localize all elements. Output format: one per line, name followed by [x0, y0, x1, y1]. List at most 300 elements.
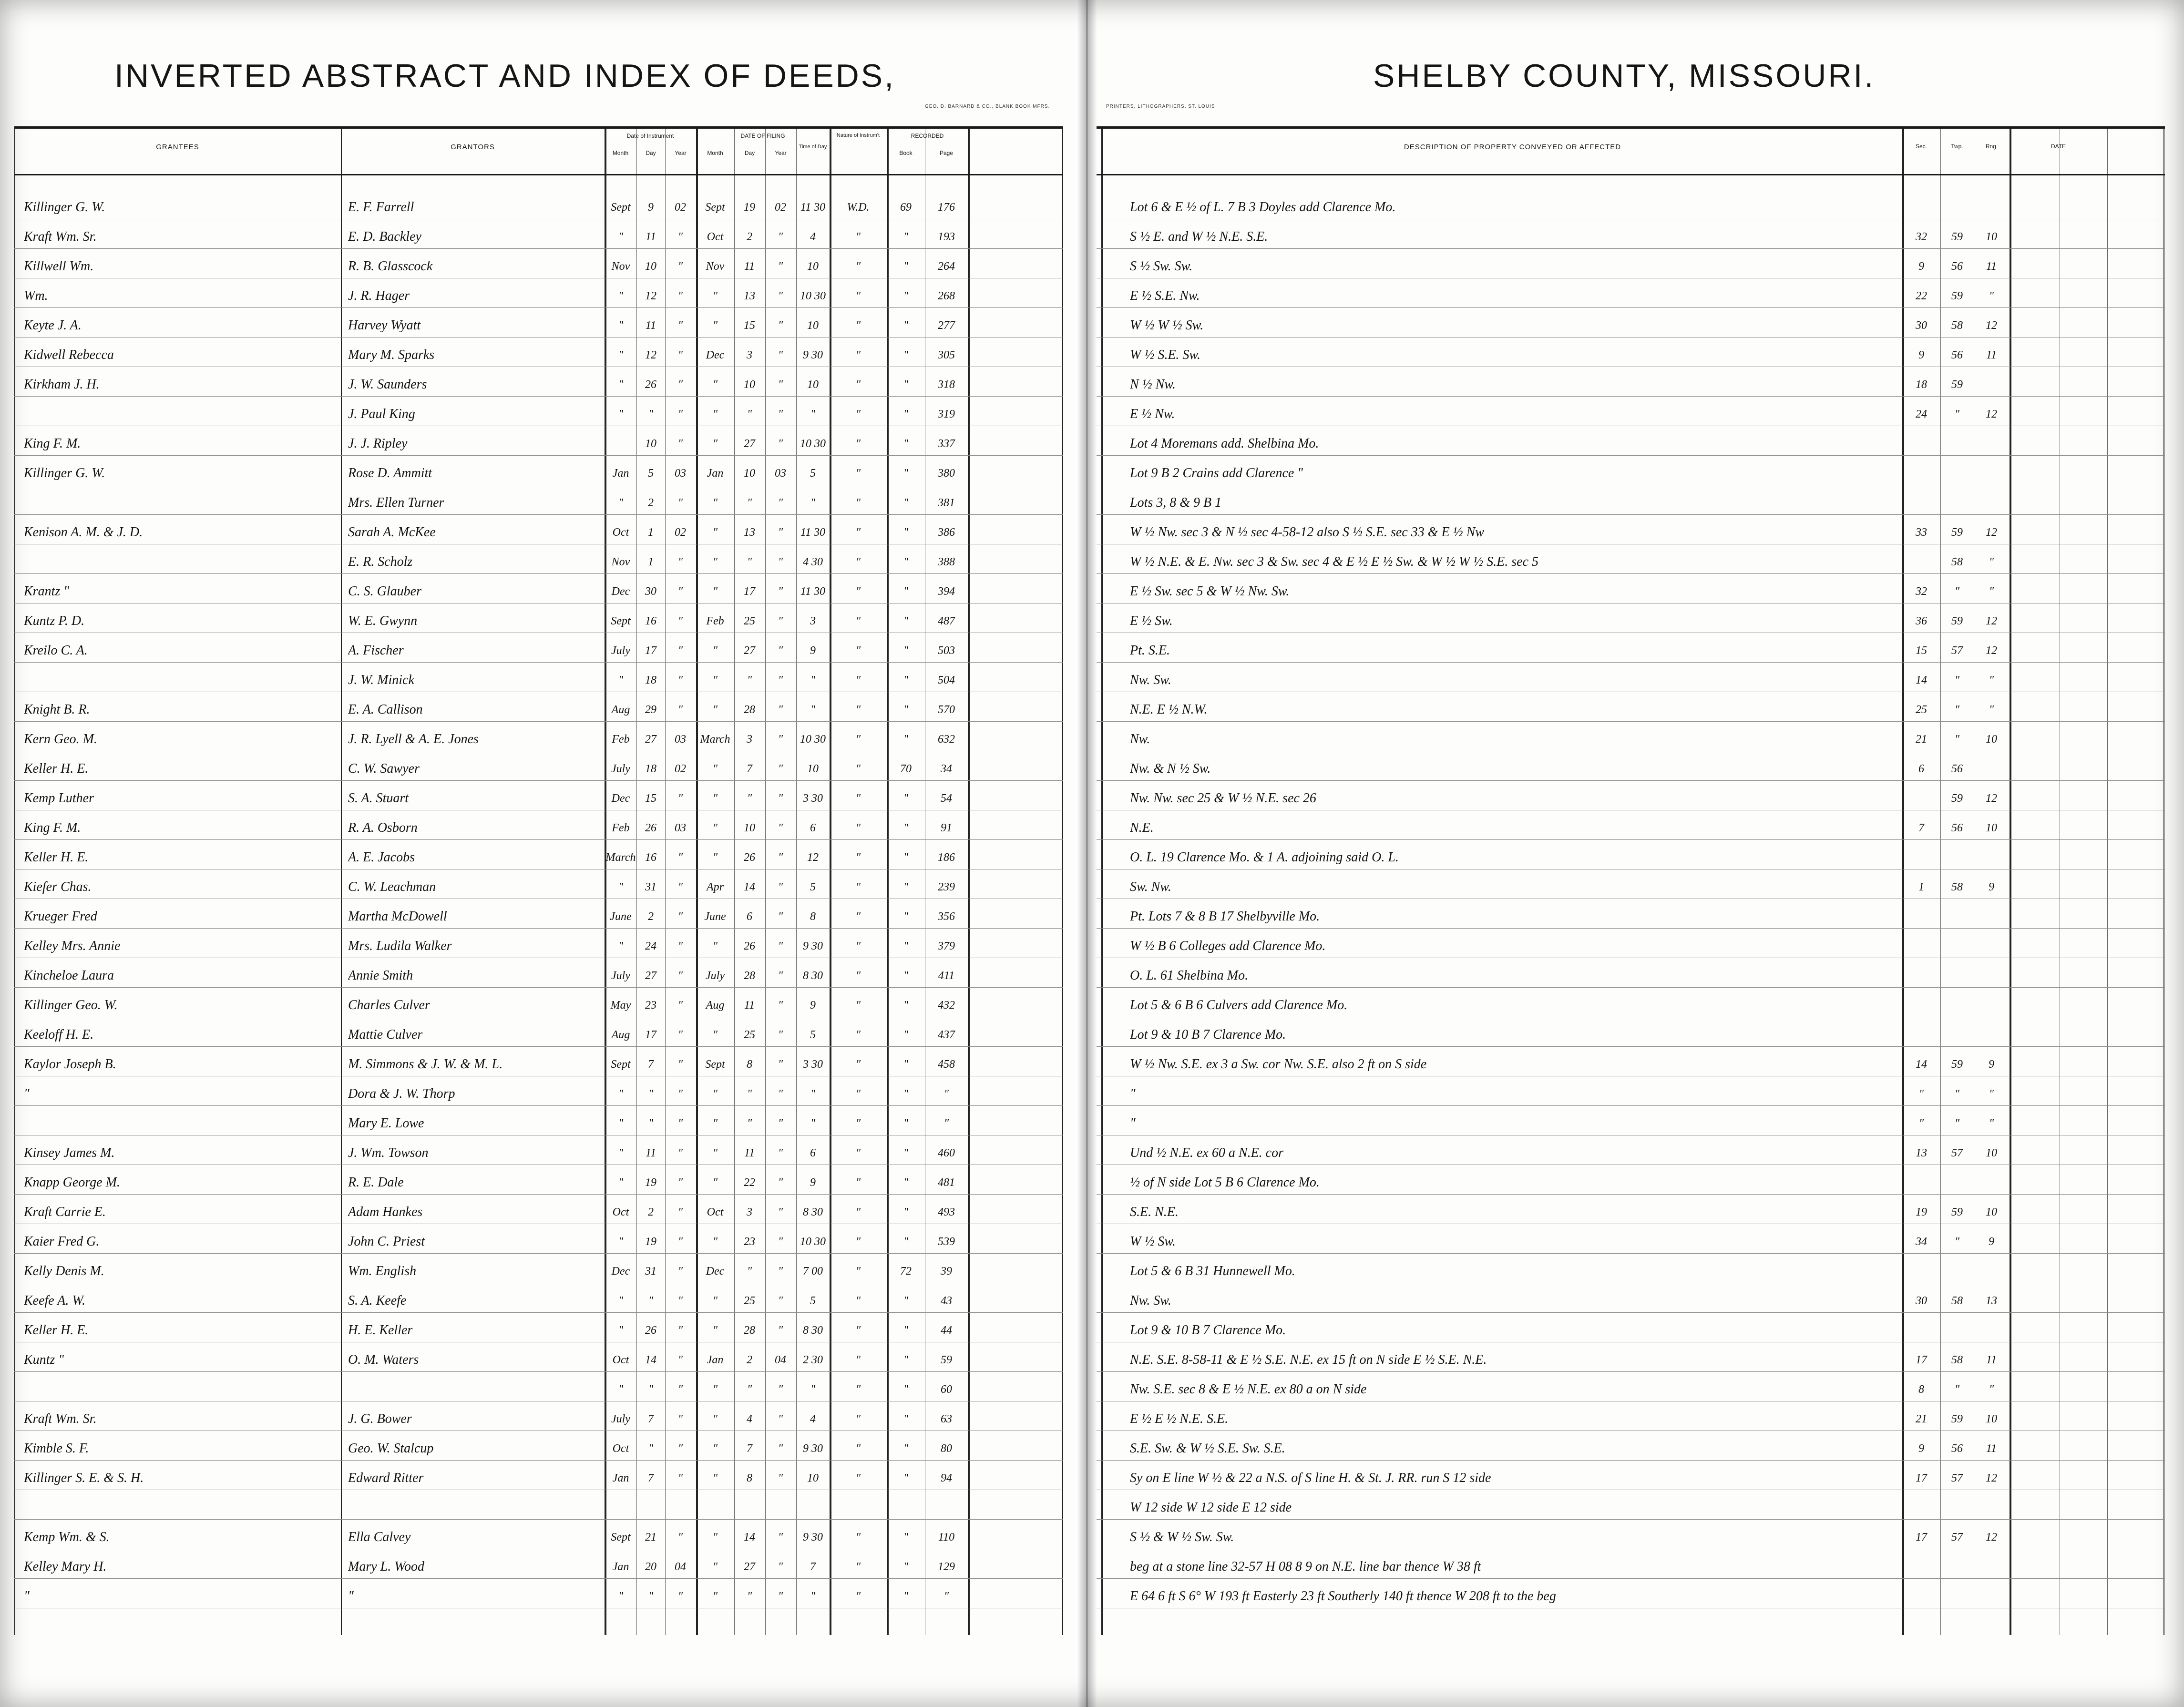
- file-year-cell: ": [778, 1176, 783, 1189]
- grantee-cell: King F. M.: [24, 436, 81, 451]
- rng-cell: [1975, 848, 2008, 867]
- row-rule: [1097, 307, 2165, 308]
- book-cell: ": [903, 1088, 909, 1100]
- file-day-cell: 22: [744, 1176, 755, 1189]
- file-day-cell: 27: [744, 644, 755, 657]
- file-year-cell: ": [778, 1442, 783, 1455]
- inst-month-cell: ": [618, 940, 624, 952]
- file-year-cell: ": [778, 940, 783, 952]
- sec-cell: 19: [1916, 1206, 1927, 1218]
- sec-cell: 17: [1916, 1354, 1927, 1366]
- time-cell: 8: [810, 910, 816, 923]
- rule: [734, 129, 735, 1635]
- page-cell: 94: [941, 1472, 952, 1484]
- page-cell: 318: [938, 378, 955, 391]
- page-cell: 570: [938, 704, 955, 716]
- inst-day-cell: 19: [645, 1236, 656, 1248]
- grantor-cell: A. E. Jacobs: [348, 850, 415, 865]
- rng-cell: 10: [1986, 1413, 1997, 1425]
- description-cell: W ½ W ½ Sw.: [1130, 318, 1204, 333]
- inst-day-cell: 16: [645, 615, 656, 627]
- file-day-cell: 8: [747, 1058, 752, 1071]
- description-cell: Lot 6 & E ½ of L. 7 B 3 Doyles add Clarence Mo.: [1130, 200, 1396, 215]
- grantor-cell: Mattie Culver: [348, 1027, 423, 1042]
- inst-month-cell: ": [618, 881, 624, 893]
- row-rule: [1097, 1519, 2165, 1520]
- nature-cell: ": [855, 881, 861, 893]
- sec-cell: 21: [1916, 1413, 1927, 1425]
- time-cell: 9: [810, 999, 816, 1012]
- twp-cell: 59: [1951, 231, 1963, 243]
- nature-cell: ": [855, 1117, 861, 1130]
- book-cell: ": [903, 999, 909, 1012]
- rng-cell: 9: [1989, 881, 1994, 893]
- twp-cell: 56: [1951, 763, 1963, 775]
- sec-cell: [1903, 464, 1939, 483]
- inst-year-cell: ": [677, 1413, 683, 1425]
- book-cell: ": [903, 1058, 909, 1071]
- page-cell: 43: [941, 1295, 952, 1307]
- inst-year-cell: ": [677, 349, 683, 361]
- inst-year-cell: 04: [675, 1561, 686, 1573]
- file-year-cell: ": [778, 1117, 783, 1130]
- nature-header: Nature of Instrum't: [836, 133, 880, 138]
- date-of-filing-header: DATE OF FILING: [740, 133, 785, 139]
- inst-day-cell: ": [648, 1295, 654, 1307]
- book-cell: ": [903, 1029, 909, 1041]
- file-day-cell: 7: [747, 1442, 752, 1455]
- sec-cell: [1903, 434, 1939, 453]
- row-rule: [1097, 455, 2165, 456]
- file-month-cell: ": [712, 763, 718, 775]
- grantee-cell: Kiefer Chas.: [24, 879, 92, 894]
- inst-day-cell: 17: [645, 644, 656, 657]
- twp-cell: 57: [1951, 1147, 1963, 1159]
- page-cell: 110: [938, 1531, 955, 1543]
- rng-header: Rng.: [1985, 143, 1998, 150]
- nature-cell: ": [855, 231, 861, 243]
- inst-year-cell: 02: [675, 526, 686, 539]
- page-cell: 193: [938, 231, 955, 243]
- time-cell: 10: [807, 378, 819, 391]
- description-cell: E ½ Sw. sec 5 & W ½ Nw. Sw.: [1130, 584, 1290, 599]
- sec-cell: 15: [1916, 644, 1927, 657]
- grantor-cell: E. D. Backley: [348, 229, 421, 244]
- sec-cell: 34: [1916, 1236, 1927, 1248]
- sec-cell: 24: [1916, 408, 1927, 420]
- inst-month-cell: Dec: [611, 792, 630, 805]
- sec-cell: 14: [1916, 674, 1927, 686]
- description-cell: Lot 5 & 6 B 6 Culvers add Clarence Mo.: [1130, 998, 1348, 1012]
- book-cell: ": [903, 378, 909, 391]
- time-cell: 7: [810, 1561, 816, 1573]
- grantee-cell: Knapp George M.: [24, 1175, 120, 1190]
- time-cell: 9: [810, 644, 816, 657]
- inst-day-cell: 10: [645, 438, 656, 450]
- rng-cell: 12: [1986, 1531, 1997, 1543]
- file-day-cell: 10: [744, 467, 755, 480]
- file-month-header: Month: [707, 150, 723, 156]
- inst-month-cell: Oct: [612, 526, 629, 539]
- file-day-cell: 14: [744, 881, 755, 893]
- sec-cell: 13: [1916, 1147, 1927, 1159]
- inst-month-cell: ": [618, 378, 624, 391]
- book-cell: ": [903, 585, 909, 598]
- inst-month-cell: Aug: [611, 704, 630, 716]
- nature-cell: ": [855, 349, 861, 361]
- rng-cell: [1975, 375, 2008, 394]
- nature-cell: [831, 1498, 886, 1517]
- description-cell: S ½ E. and W ½ N.E. S.E.: [1130, 229, 1268, 244]
- time-cell: ": [810, 408, 816, 420]
- row-rule: [1097, 662, 2165, 663]
- inst-year-cell: ": [677, 970, 683, 982]
- page-cell: 176: [938, 201, 955, 214]
- row-rule: [14, 721, 1063, 722]
- time-cell: 10: [807, 1472, 819, 1484]
- inst-year-cell: ": [677, 260, 683, 273]
- row-rule: [1097, 721, 2165, 722]
- file-year-cell: 02: [775, 201, 786, 214]
- twp-cell: [1941, 464, 1973, 483]
- time-cell: 9 30: [803, 1531, 823, 1543]
- grantee-cell: Killinger G. W.: [24, 466, 105, 480]
- file-day-cell: 11: [744, 260, 755, 273]
- grantor-cell: S. A. Keefe: [348, 1293, 407, 1308]
- inst-year-cell: ": [677, 1117, 683, 1130]
- book-cell: ": [903, 644, 909, 657]
- file-month-cell: ": [712, 1442, 718, 1455]
- grantee-cell: Kincheloe Laura: [24, 968, 114, 983]
- inst-year-cell: [666, 1498, 695, 1517]
- inst-month-cell: Jan: [612, 1561, 629, 1573]
- grantee-cell: [24, 552, 334, 572]
- page-cell: 91: [941, 822, 952, 834]
- page-cell: 337: [938, 438, 955, 450]
- sec-cell: [1903, 493, 1939, 512]
- page-cell: 277: [938, 319, 955, 332]
- inst-year-cell: ": [677, 1088, 683, 1100]
- sec-cell: ": [1918, 1088, 1924, 1100]
- inst-day-cell: 10: [645, 260, 656, 273]
- time-cell: ": [810, 1383, 816, 1396]
- sec-cell: 18: [1916, 378, 1927, 391]
- description-cell: ": [1130, 1086, 1136, 1101]
- inst-month-cell: [605, 1498, 636, 1517]
- file-year-cell: ": [778, 1147, 783, 1159]
- inst-month-cell: ": [618, 1088, 624, 1100]
- file-year-cell: ": [778, 1206, 783, 1218]
- twp-cell: 58: [1951, 319, 1963, 332]
- page-cell: 186: [938, 851, 955, 864]
- time-cell: 2 30: [803, 1354, 823, 1366]
- grantor-cell: A. Fischer: [348, 643, 404, 658]
- grantee-cell: Krueger Fred: [24, 909, 97, 924]
- book-cell: ": [903, 1442, 909, 1455]
- description-cell: E ½ Sw.: [1130, 613, 1173, 628]
- grantee-cell: Keller H. E.: [24, 761, 89, 776]
- page-cell: 59: [941, 1354, 952, 1366]
- file-year-cell: ": [778, 1324, 783, 1337]
- file-year-cell: 04: [775, 1354, 786, 1366]
- time-cell: 10: [807, 319, 819, 332]
- rng-cell: [1975, 1587, 2008, 1606]
- twp-cell: ": [1954, 674, 1960, 686]
- row-rule: [1097, 1578, 2165, 1579]
- twp-cell: [1941, 198, 1973, 217]
- grantor-cell: Mary E. Lowe: [348, 1116, 424, 1131]
- printer-imprint-left: GEO. D. BARNARD & CO., BLANK BOOK MFRS.: [925, 104, 1050, 109]
- grantor-cell: Mrs. Ludila Walker: [348, 939, 452, 953]
- inst-day-cell: 18: [645, 763, 656, 775]
- file-month-cell: ": [712, 674, 718, 686]
- grantee-cell: Kimble S. F.: [24, 1441, 89, 1456]
- grantors-header: GRANTORS: [451, 143, 495, 151]
- description-cell: W ½ N.E. & E. Nw. sec 3 & Sw. sec 4 & E ½ E ½ Sw. & W ½ W ½ S.E. sec 5: [1130, 554, 1539, 569]
- grantor-cell: John C. Priest: [348, 1234, 425, 1249]
- nature-cell: ": [855, 408, 861, 420]
- page-cell: 411: [938, 970, 955, 982]
- grantee-cell: Kraft Wm. Sr.: [24, 1411, 97, 1426]
- file-day-cell: ": [747, 792, 752, 805]
- grantee-cell: Kelly Denis M.: [24, 1264, 104, 1278]
- description-cell: N.E.: [1130, 820, 1154, 835]
- grantor-cell: [348, 1380, 601, 1399]
- row-rule: [14, 514, 1063, 515]
- inst-year-cell: 02: [675, 763, 686, 775]
- row-rule: [14, 248, 1063, 249]
- inst-month-cell: ": [618, 290, 624, 302]
- rng-cell: 12: [1986, 1472, 1997, 1484]
- book-cell: ": [903, 1206, 909, 1218]
- grantee-cell: Knight B. R.: [24, 702, 90, 717]
- file-year-cell: ": [778, 999, 783, 1012]
- page-cell: 80: [941, 1442, 952, 1455]
- time-cell: 4: [810, 231, 816, 243]
- inst-month-cell: Sept: [611, 201, 631, 214]
- rule: [14, 129, 15, 1635]
- description-cell: Pt. Lots 7 & 8 B 17 Shelbyville Mo.: [1130, 909, 1320, 924]
- rng-cell: ": [1989, 585, 1994, 598]
- inst-year-cell: ": [677, 408, 683, 420]
- time-cell: 6: [810, 822, 816, 834]
- twp-cell: 59: [1951, 1413, 1963, 1425]
- book-cell: ": [903, 792, 909, 805]
- file-day-cell: ": [747, 1117, 752, 1130]
- sec-cell: [1903, 198, 1939, 217]
- sec-cell: 22: [1916, 290, 1927, 302]
- inst-day-cell: 30: [645, 585, 656, 598]
- file-year-cell: ": [778, 763, 783, 775]
- grantee-cell: Kenison A. M. & J. D.: [24, 525, 143, 540]
- inst-day-cell: ": [648, 408, 654, 420]
- inst-day-cell: ": [648, 1442, 654, 1455]
- inst-month-cell: Oct: [612, 1206, 629, 1218]
- book-header: Book: [899, 150, 913, 156]
- description-cell: N ½ Nw.: [1130, 377, 1176, 392]
- rng-cell: ": [1989, 1383, 1994, 1396]
- inst-day-cell: 29: [645, 704, 656, 716]
- book-cell: ": [903, 674, 909, 686]
- nature-cell: ": [855, 792, 861, 805]
- file-month-cell: Nov: [706, 260, 725, 273]
- twp-cell: ": [1954, 1383, 1960, 1396]
- inst-year-cell: ": [677, 231, 683, 243]
- nature-cell: ": [855, 378, 861, 391]
- file-month-cell: June: [704, 910, 726, 923]
- file-year-cell: ": [778, 438, 783, 450]
- book-cell: ": [903, 1147, 909, 1159]
- file-day-cell: 11: [744, 1147, 755, 1159]
- description-cell: Sw. Nw.: [1130, 879, 1171, 894]
- file-day-cell: ": [747, 408, 752, 420]
- book-cell: 69: [900, 201, 912, 214]
- file-day-cell: 3: [747, 349, 752, 361]
- book-spine: [1077, 0, 1097, 1707]
- file-month-cell: Oct: [707, 1206, 724, 1218]
- description-cell: S.E. N.E.: [1130, 1205, 1179, 1219]
- file-month-cell: ": [712, 1236, 718, 1248]
- inst-year-cell: ": [677, 1442, 683, 1455]
- file-year-cell: ": [778, 1413, 783, 1425]
- nature-cell: ": [855, 644, 861, 657]
- time-cell: 3: [810, 615, 816, 627]
- row-rule: [14, 1253, 1063, 1254]
- file-year-cell: ": [778, 792, 783, 805]
- row-rule: [1097, 780, 2165, 781]
- inst-month-cell: ": [618, 1117, 624, 1130]
- nature-cell: ": [855, 1206, 861, 1218]
- rng-cell: ": [1989, 556, 1994, 568]
- nature-cell: ": [855, 526, 861, 539]
- file-year-cell: ": [778, 1058, 783, 1071]
- description-cell: ½ of N side Lot 5 B 6 Clarence Mo.: [1130, 1175, 1320, 1190]
- nature-cell: ": [855, 704, 861, 716]
- rng-cell: [1975, 1173, 2008, 1192]
- grantee-cell: ": [24, 1086, 30, 1101]
- inst-month-cell: ": [618, 1590, 624, 1603]
- time-cell: 10 30: [800, 438, 826, 450]
- book-cell: ": [903, 526, 909, 539]
- inst-day-cell: 11: [645, 231, 656, 243]
- twp-cell: [1941, 1173, 1973, 1192]
- rng-cell: 12: [1986, 644, 1997, 657]
- file-month-cell: [697, 1498, 733, 1517]
- description-cell: beg at a stone line 32-57 H 08 8 9 on N.E. line bar thence W 38 ft: [1130, 1559, 1481, 1574]
- grantee-cell: Keeloff H. E.: [24, 1027, 94, 1042]
- twp-cell: ": [1954, 704, 1960, 716]
- description-cell: Pt. S.E.: [1130, 643, 1170, 658]
- description-cell: S ½ Sw. Sw.: [1130, 259, 1193, 274]
- file-year-cell: ": [778, 851, 783, 864]
- twp-cell: 59: [1951, 615, 1963, 627]
- file-day-cell: 25: [744, 1295, 755, 1307]
- file-day-cell: 10: [744, 822, 755, 834]
- page-cell: 460: [938, 1147, 955, 1159]
- twp-cell: ": [1954, 1088, 1960, 1100]
- file-day-cell: 28: [744, 704, 755, 716]
- description-cell: O. L. 19 Clarence Mo. & 1 A. adjoining said O. L.: [1130, 850, 1399, 865]
- file-day-cell: 27: [744, 1561, 755, 1573]
- inst-year-cell: 02: [675, 201, 686, 214]
- time-of-day-header: Time of Day: [799, 144, 827, 150]
- file-month-cell: Jan: [707, 1354, 724, 1366]
- page-cell: 503: [938, 644, 955, 657]
- time-cell: ": [810, 1117, 816, 1130]
- inst-month-cell: ": [618, 497, 624, 509]
- grantor-cell: Mrs. Ellen Turner: [348, 495, 444, 510]
- twp-cell: [1941, 1025, 1973, 1044]
- time-cell: 10 30: [800, 733, 826, 746]
- inst-day-cell: 27: [645, 733, 656, 746]
- row-rule: [14, 396, 1063, 397]
- file-year-cell: ": [778, 822, 783, 834]
- inst-day-cell: 16: [645, 851, 656, 864]
- page-cell: 381: [938, 497, 955, 509]
- time-cell: ": [810, 1088, 816, 1100]
- grantor-cell: M. Simmons & J. W. & M. L.: [348, 1057, 503, 1072]
- sec-cell: 36: [1916, 615, 1927, 627]
- twp-cell: [1941, 848, 1973, 867]
- description-cell: N.E. E ½ N.W.: [1130, 702, 1208, 717]
- sec-cell: 30: [1916, 1295, 1927, 1307]
- rule: [2010, 129, 2011, 1635]
- grantor-cell: E. F. Farrell: [348, 200, 414, 215]
- file-month-cell: ": [712, 940, 718, 952]
- nature-cell: ": [855, 1088, 861, 1100]
- page-cell: 268: [938, 290, 955, 302]
- sec-cell: 21: [1916, 733, 1927, 746]
- description-cell: Lots 3, 8 & 9 B 1: [1130, 495, 1222, 510]
- grantor-cell: J. Wm. Towson: [348, 1145, 429, 1160]
- file-day-cell: 14: [744, 1531, 755, 1543]
- rule: [796, 129, 797, 1635]
- twp-cell: [1941, 1557, 1973, 1576]
- file-day-cell: ": [747, 1088, 752, 1100]
- file-month-cell: Aug: [706, 999, 725, 1012]
- twp-cell: [1941, 996, 1973, 1015]
- row-rule: [14, 928, 1063, 929]
- rng-cell: 12: [1986, 408, 1997, 420]
- inst-year-cell: ": [677, 881, 683, 893]
- rule: [665, 129, 666, 1635]
- row-rule: [1097, 1312, 2165, 1313]
- time-cell: 11 30: [800, 526, 826, 539]
- page-cell: 394: [938, 585, 955, 598]
- twp-cell: ": [1954, 1236, 1960, 1248]
- book-cell: ": [903, 467, 909, 480]
- sec-cell: [1903, 552, 1939, 572]
- rule: [341, 129, 342, 1635]
- file-month-cell: ": [712, 644, 718, 657]
- page-cell: 437: [938, 1029, 955, 1041]
- inst-day-cell: ": [648, 1590, 654, 1603]
- file-month-cell: Sept: [705, 201, 725, 214]
- page-cell: 305: [938, 349, 955, 361]
- inst-day-cell: ": [648, 1088, 654, 1100]
- page-cell: ": [943, 1590, 949, 1603]
- time-cell: ": [810, 704, 816, 716]
- file-year-cell: ": [778, 1561, 783, 1573]
- inst-month-cell: ": [618, 1295, 624, 1307]
- nature-cell: ": [855, 497, 861, 509]
- book-cell: ": [903, 556, 909, 568]
- nature-cell: ": [855, 970, 861, 982]
- file-year-cell: ": [778, 1531, 783, 1543]
- time-cell: 9 30: [803, 940, 823, 952]
- grantee-cell: Keyte J. A.: [24, 318, 82, 333]
- file-month-cell: ": [712, 556, 718, 568]
